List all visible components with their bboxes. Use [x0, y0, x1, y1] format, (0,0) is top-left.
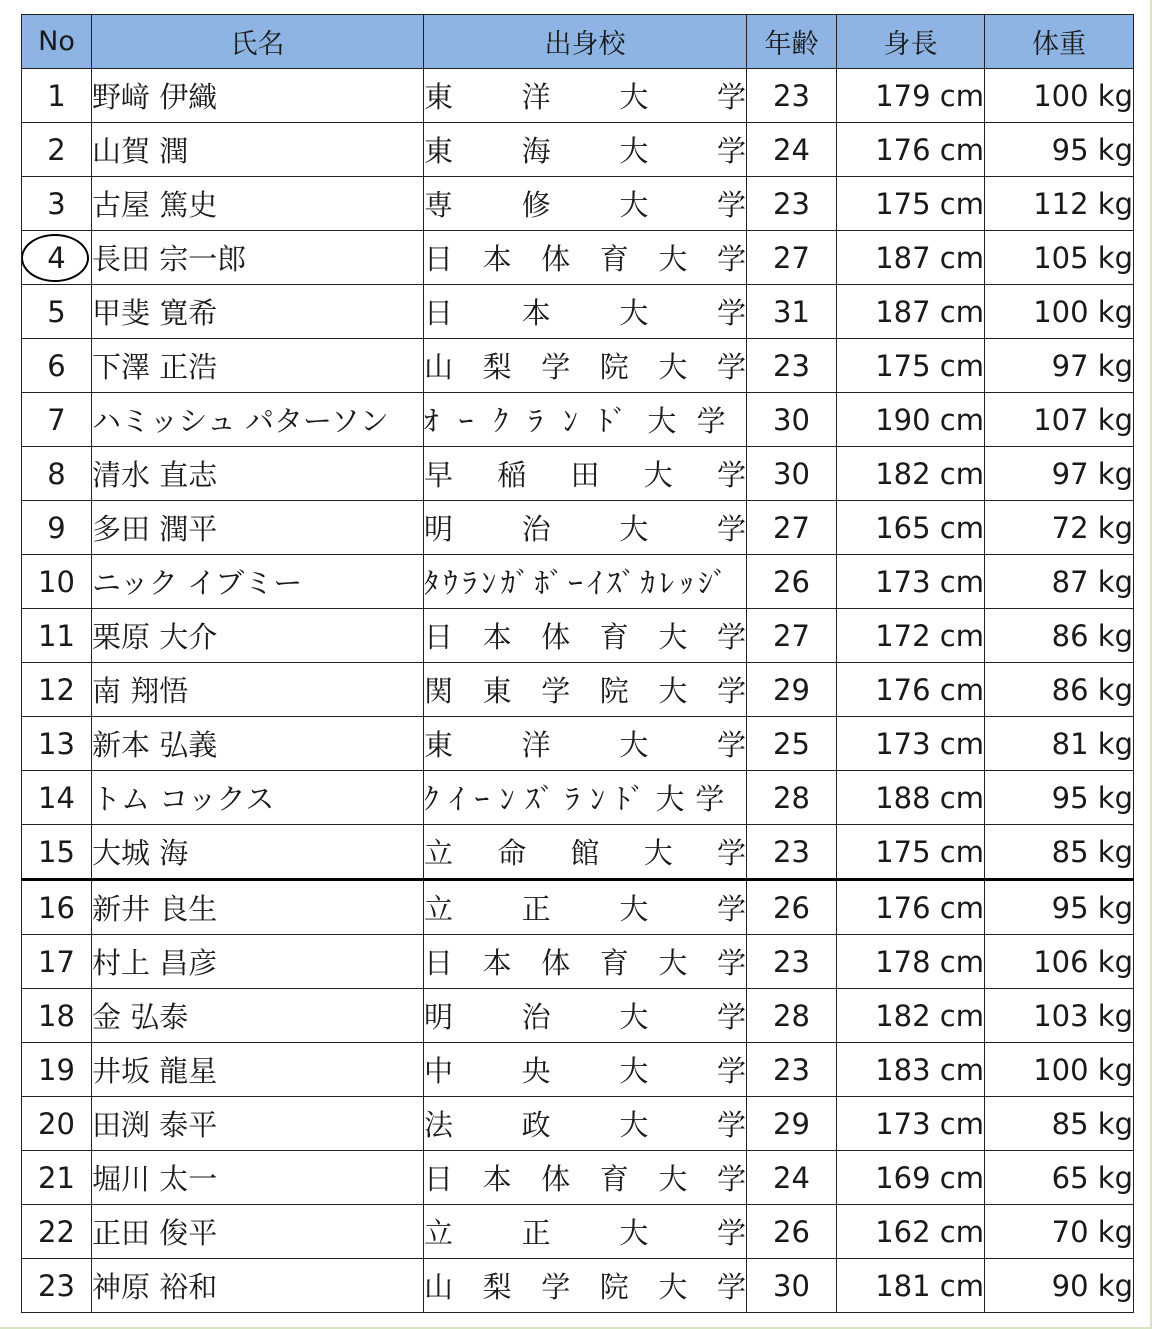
weight-cell: 97 kg: [985, 447, 1134, 501]
school-cell: 早稲田大学: [424, 447, 747, 501]
weight-cell: 97 kg: [985, 339, 1134, 393]
school-cell: 日本体育大学: [424, 1151, 747, 1205]
no-cell: 5: [22, 285, 92, 339]
school-cell: 法政大学: [424, 1097, 747, 1151]
age-cell: 26: [747, 1205, 837, 1259]
name-cell: 井坂 龍星: [92, 1043, 424, 1097]
age-cell: 28: [747, 771, 837, 825]
weight-cell: 86 kg: [985, 609, 1134, 663]
name-cell: 山賀 潤: [92, 123, 424, 177]
no-cell: 22: [22, 1205, 92, 1259]
age-cell: 30: [747, 393, 837, 447]
header-row: [22, 15, 1134, 69]
height-cell: 182 cm: [837, 989, 985, 1043]
name-cell: 甲斐 寛希: [92, 285, 424, 339]
name-cell: 栗原 大介: [92, 609, 424, 663]
name-cell: 新井 良生: [92, 880, 424, 935]
name-cell: 野﨑 伊織: [92, 69, 424, 123]
age-cell: 28: [747, 989, 837, 1043]
height-cell: 190 cm: [837, 393, 985, 447]
height-cell: 182 cm: [837, 447, 985, 501]
table-row: [22, 1043, 1134, 1097]
header-age: 年齢: [747, 15, 837, 69]
age-cell: 26: [747, 555, 837, 609]
name-cell: 堀川 太一: [92, 1151, 424, 1205]
table-row: [22, 1205, 1134, 1259]
no-cell: 19: [22, 1043, 92, 1097]
name-cell: ニック イブミー: [92, 555, 424, 609]
header-school: 出身校: [424, 15, 747, 69]
player-roster-table: [21, 14, 1134, 1313]
name-cell: 南 翔悟: [92, 663, 424, 717]
table-row: [22, 989, 1134, 1043]
name-cell: ハミッシュ パターソン: [92, 393, 424, 447]
table-row: [22, 880, 1134, 935]
height-cell: 176 cm: [837, 123, 985, 177]
height-cell: 169 cm: [837, 1151, 985, 1205]
name-cell: 多田 潤平: [92, 501, 424, 555]
table-row: [22, 123, 1134, 177]
table-row: [22, 69, 1134, 123]
school-cell: ｵｰｸﾗﾝﾄﾞ大学: [424, 393, 747, 447]
table-header: [22, 15, 1134, 69]
weight-cell: 100 kg: [985, 69, 1134, 123]
table-row: [22, 1097, 1134, 1151]
age-cell: 30: [747, 1259, 837, 1313]
age-cell: 23: [747, 935, 837, 989]
age-cell: 23: [747, 1043, 837, 1097]
no-cell: 23: [22, 1259, 92, 1313]
table-row: [22, 717, 1134, 771]
name-cell: 新本 弘義: [92, 717, 424, 771]
weight-cell: 112 kg: [985, 177, 1134, 231]
height-cell: 162 cm: [837, 1205, 985, 1259]
name-cell: 田渕 泰平: [92, 1097, 424, 1151]
weight-cell: 85 kg: [985, 1097, 1134, 1151]
weight-cell: 95 kg: [985, 880, 1134, 935]
no-cell: 7: [22, 393, 92, 447]
school-cell: 専修大学: [424, 177, 747, 231]
table-body: [22, 69, 1134, 1313]
age-cell: 29: [747, 663, 837, 717]
school-cell: 明治大学: [424, 989, 747, 1043]
age-cell: 23: [747, 69, 837, 123]
name-cell: 清水 直志: [92, 447, 424, 501]
age-cell: 25: [747, 717, 837, 771]
school-cell: 明治大学: [424, 501, 747, 555]
table-row: [22, 825, 1134, 880]
header-no: No: [22, 15, 92, 69]
name-cell: 神原 裕和: [92, 1259, 424, 1313]
no-cell: 21: [22, 1151, 92, 1205]
no-cell: 8: [22, 447, 92, 501]
height-cell: 175 cm: [837, 339, 985, 393]
table-row: [22, 935, 1134, 989]
name-cell: 村上 昌彦: [92, 935, 424, 989]
no-cell: 15: [22, 825, 92, 880]
no-cell: 12: [22, 663, 92, 717]
no-cell: [22, 231, 92, 285]
no-cell: 11: [22, 609, 92, 663]
weight-cell: 86 kg: [985, 663, 1134, 717]
height-cell: 173 cm: [837, 717, 985, 771]
table-row: [22, 1151, 1134, 1205]
no-cell: 1: [22, 69, 92, 123]
age-cell: 27: [747, 609, 837, 663]
weight-cell: 70 kg: [985, 1205, 1134, 1259]
table-row: [22, 663, 1134, 717]
weight-cell: 85 kg: [985, 825, 1134, 880]
weight-cell: 95 kg: [985, 771, 1134, 825]
name-cell: 長田 宗一郎: [92, 231, 424, 285]
name-cell: 正田 俊平: [92, 1205, 424, 1259]
row-number: 4: [47, 240, 66, 275]
weight-cell: 103 kg: [985, 989, 1134, 1043]
weight-cell: 87 kg: [985, 555, 1134, 609]
height-cell: 183 cm: [837, 1043, 985, 1097]
height-cell: 175 cm: [837, 825, 985, 880]
table-row: [22, 447, 1134, 501]
height-cell: 176 cm: [837, 880, 985, 935]
no-cell: 17: [22, 935, 92, 989]
height-cell: 175 cm: [837, 177, 985, 231]
table-row: [22, 231, 1134, 285]
height-cell: 176 cm: [837, 663, 985, 717]
school-cell: 中央大学: [424, 1043, 747, 1097]
age-cell: 31: [747, 285, 837, 339]
age-cell: 24: [747, 1151, 837, 1205]
height-cell: 165 cm: [837, 501, 985, 555]
header-height: 身長: [837, 15, 985, 69]
weight-cell: 107 kg: [985, 393, 1134, 447]
school-cell: 関東学院大学: [424, 663, 747, 717]
school-cell: 日本体育大学: [424, 609, 747, 663]
header-name: 氏名: [92, 15, 424, 69]
school-cell: 東洋大学: [424, 69, 747, 123]
age-cell: 24: [747, 123, 837, 177]
weight-cell: 100 kg: [985, 1043, 1134, 1097]
name-cell: 金 弘泰: [92, 989, 424, 1043]
school-cell: 東洋大学: [424, 717, 747, 771]
age-cell: 30: [747, 447, 837, 501]
height-cell: 178 cm: [837, 935, 985, 989]
no-cell: 9: [22, 501, 92, 555]
weight-cell: 65 kg: [985, 1151, 1134, 1205]
age-cell: 29: [747, 1097, 837, 1151]
name-cell: 大城 海: [92, 825, 424, 880]
no-cell: 16: [22, 880, 92, 935]
table-row: [22, 393, 1134, 447]
name-cell: 下澤 正浩: [92, 339, 424, 393]
no-cell: 3: [22, 177, 92, 231]
age-cell: 23: [747, 339, 837, 393]
header-weight: 体重: [985, 15, 1134, 69]
school-cell: 日本大学: [424, 285, 747, 339]
school-cell: 日本体育大学: [424, 231, 747, 285]
height-cell: 181 cm: [837, 1259, 985, 1313]
height-cell: 179 cm: [837, 69, 985, 123]
no-cell: 2: [22, 123, 92, 177]
school-cell: 立命館大学: [424, 825, 747, 880]
weight-cell: 72 kg: [985, 501, 1134, 555]
age-cell: 27: [747, 501, 837, 555]
weight-cell: 95 kg: [985, 123, 1134, 177]
weight-cell: 90 kg: [985, 1259, 1134, 1313]
school-cell: 立正大学: [424, 1205, 747, 1259]
age-cell: 23: [747, 177, 837, 231]
school-cell: ｸｲｰﾝｽﾞﾗﾝﾄﾞ大学: [424, 771, 747, 825]
table-row: [22, 285, 1134, 339]
no-cell: 13: [22, 717, 92, 771]
height-cell: 173 cm: [837, 555, 985, 609]
weight-cell: 100 kg: [985, 285, 1134, 339]
weight-cell: 81 kg: [985, 717, 1134, 771]
school-cell: 東海大学: [424, 123, 747, 177]
no-cell: 6: [22, 339, 92, 393]
school-cell: 山梨学院大学: [424, 339, 747, 393]
age-cell: 23: [747, 825, 837, 880]
weight-cell: 105 kg: [985, 231, 1134, 285]
name-cell: トム コックス: [92, 771, 424, 825]
table-row: [22, 771, 1134, 825]
table-row: [22, 501, 1134, 555]
school-cell: 日本体育大学: [424, 935, 747, 989]
no-cell: 20: [22, 1097, 92, 1151]
height-cell: 187 cm: [837, 285, 985, 339]
table-row: [22, 609, 1134, 663]
table-row: [22, 555, 1134, 609]
height-cell: 173 cm: [837, 1097, 985, 1151]
school-cell: ﾀｳﾗﾝｶﾞﾎﾞｰｲｽﾞｶﾚｯｼﾞ: [424, 555, 747, 609]
height-cell: 172 cm: [837, 609, 985, 663]
age-cell: 26: [747, 880, 837, 935]
height-cell: 188 cm: [837, 771, 985, 825]
table-row: [22, 177, 1134, 231]
no-cell: 18: [22, 989, 92, 1043]
no-cell: 10: [22, 555, 92, 609]
school-cell: 立正大学: [424, 880, 747, 935]
no-cell: 14: [22, 771, 92, 825]
table-row: [22, 339, 1134, 393]
age-cell: 27: [747, 231, 837, 285]
weight-cell: 106 kg: [985, 935, 1134, 989]
table-row: [22, 1259, 1134, 1313]
school-cell: 山梨学院大学: [424, 1259, 747, 1313]
height-cell: 187 cm: [837, 231, 985, 285]
name-cell: 古屋 篤史: [92, 177, 424, 231]
